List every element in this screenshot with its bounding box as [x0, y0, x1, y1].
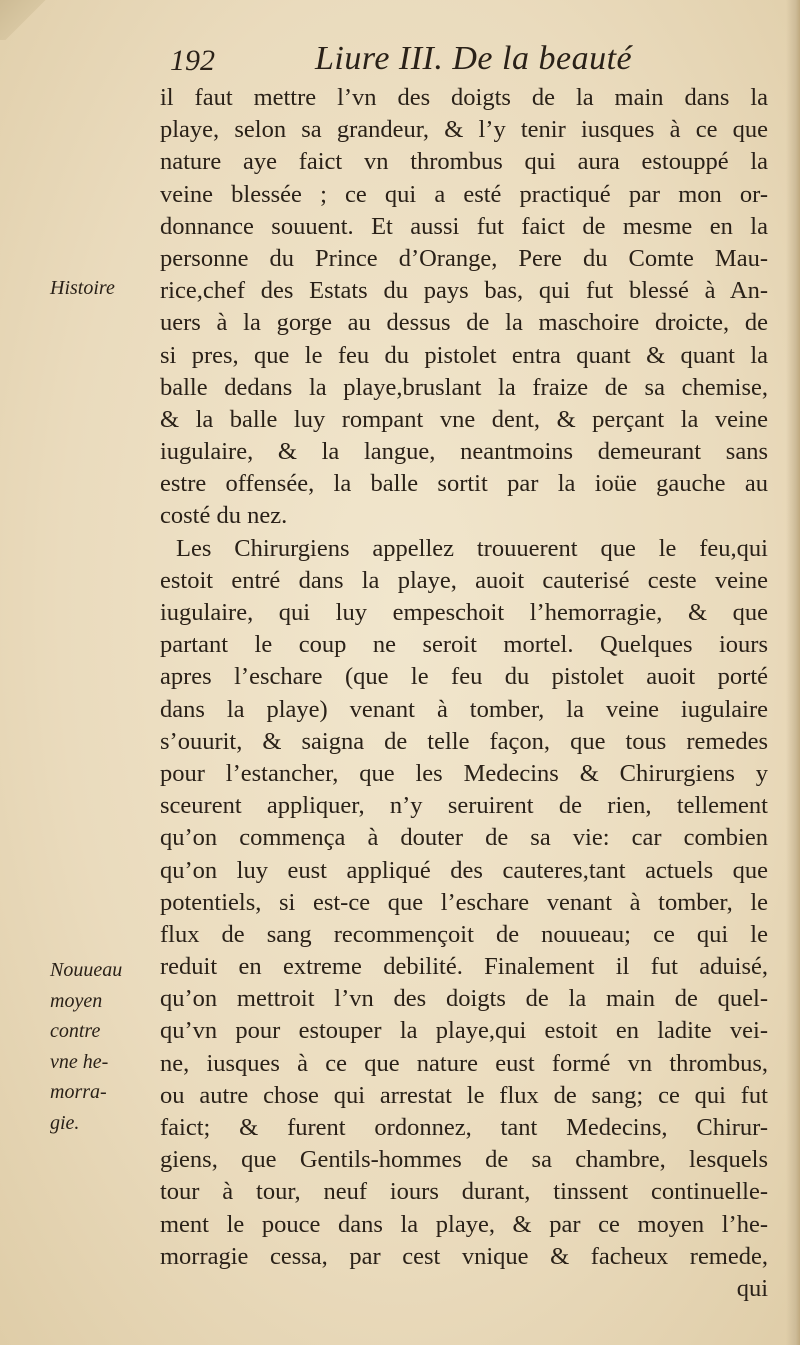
- text-line: veine blessée ; ce qui a esté practiqué par mon or-: [160, 180, 768, 208]
- margin-note-nouveau-moyen: [50, 955, 150, 1138]
- text-line: nature aye faict vn thrombus qui aura estouppé la: [160, 148, 768, 176]
- text-line: partant le coup ne seroit mortel. Quelques iours: [160, 631, 768, 659]
- text-line: faict; & furent ordonnez, tant Medecins, Chirur-: [160, 1114, 768, 1141]
- margin-note-line: vne he-: [50, 1050, 109, 1073]
- text-line: potentiels, si est-ce que l’eschare venant à tomber, le: [160, 888, 768, 916]
- text-line: & la balle luy rompant vne dent, & perçant la veine: [160, 405, 768, 433]
- folded-corner: [0, 0, 60, 40]
- page-number: 192: [170, 44, 215, 77]
- text-line: dans la playe) venant à tomber, la veine iugulaire: [160, 695, 768, 723]
- text-line: tour à tour, neuf iours durant, tinssent continuelle-: [160, 1178, 768, 1206]
- text-line: personne du Prince d’Orange, Pere du Comte Mau-: [160, 244, 768, 272]
- catchword: qui: [736, 1274, 768, 1302]
- text-line: Les Chirurgiens appellez trouuerent que le feu,qui: [176, 534, 768, 562]
- text-line: si pres, que le feu du pistolet entra quant & quant la: [160, 341, 768, 369]
- text-line: playe, selon sa grandeur, & l’y tenir iusques à ce que: [160, 116, 768, 144]
- text-line: qu’on luy eust appliqué des cauteres,tant actuels que: [160, 856, 768, 884]
- text-line: rice,chef des Estats du pays bas, qui fut blessé à An-: [160, 277, 768, 305]
- text-line: ne, iusques à ce que nature eust formé vn thrombus,: [160, 1049, 768, 1077]
- text-line: pour l’estancher, que les Medecins & Chirurgiens y: [160, 759, 768, 787]
- text-line: iugulaire, & la langue, neantmoins demeurant sans: [160, 438, 768, 466]
- text-line: uers à la gorge au dessus de la maschoire droicte, de: [160, 309, 768, 337]
- text-line: flux de sang recommençoit de nouueau; ce qui le: [160, 920, 768, 948]
- text-line: s’ouurit, & saigna de telle façon, que tous remedes: [160, 727, 768, 755]
- margin-note-line: moyen: [50, 989, 103, 1012]
- text-line: sceurent appliquer, n’y seruirent de rien, tellement: [160, 792, 768, 820]
- page-edge-shadow: [786, 0, 800, 1345]
- text-line: qu’vn pour estouper la playe,qui estoit en ladite vei-: [160, 1017, 768, 1045]
- margin-note-line: contre: [50, 1020, 101, 1042]
- text-line: costé du nez.: [160, 502, 288, 530]
- page-header: [170, 38, 730, 82]
- text-line: ou autre chose qui arrestat le flux de sang; ce qui fut: [160, 1081, 768, 1109]
- text-line: estoit entré dans la playe, auoit cauterisé ceste veine: [160, 566, 768, 594]
- text-line: iugulaire, qui luy empeschoit l’hemorragie, & que: [160, 599, 768, 626]
- text-line: estre offensée, la balle sortit par la ioüe gauche au: [160, 470, 768, 498]
- text-line: balle dedans la playe,bruslant la fraize de sa chemise,: [160, 373, 768, 401]
- margin-note-line: morra-: [50, 1081, 107, 1103]
- text-line: giens, que Gentils-hommes de sa chambre, lesquels: [160, 1146, 768, 1174]
- text-line: morragie cessa, par cest vnique & facheux remede,: [160, 1242, 768, 1270]
- margin-note-histoire: Histoire: [50, 277, 115, 299]
- text-line: qu’on commença à douter de sa vie: car combien: [160, 824, 768, 852]
- text-line: il faut mettre l’vn des doigts de la main dans la: [160, 84, 768, 111]
- body-text: [160, 82, 768, 1305]
- text-line: apres l’eschare (que le feu du pistolet auoit porté: [160, 663, 768, 691]
- running-title: Liure III. De la beauté: [315, 40, 633, 77]
- margin-note-line: Nouueau: [50, 959, 123, 981]
- text-line: reduit en extreme debilité. Finalement il fut aduisé,: [160, 953, 768, 981]
- text-line: donnance souuent. Et aussi fut faict de mesme en la: [160, 212, 768, 240]
- text-line: qu’on mettroit l’vn des doigts de la main de quel-: [160, 985, 768, 1013]
- text-line: ment le pouce dans la playe, & par ce moyen l’he-: [160, 1210, 768, 1238]
- margin-note-line: gie.: [50, 1111, 80, 1134]
